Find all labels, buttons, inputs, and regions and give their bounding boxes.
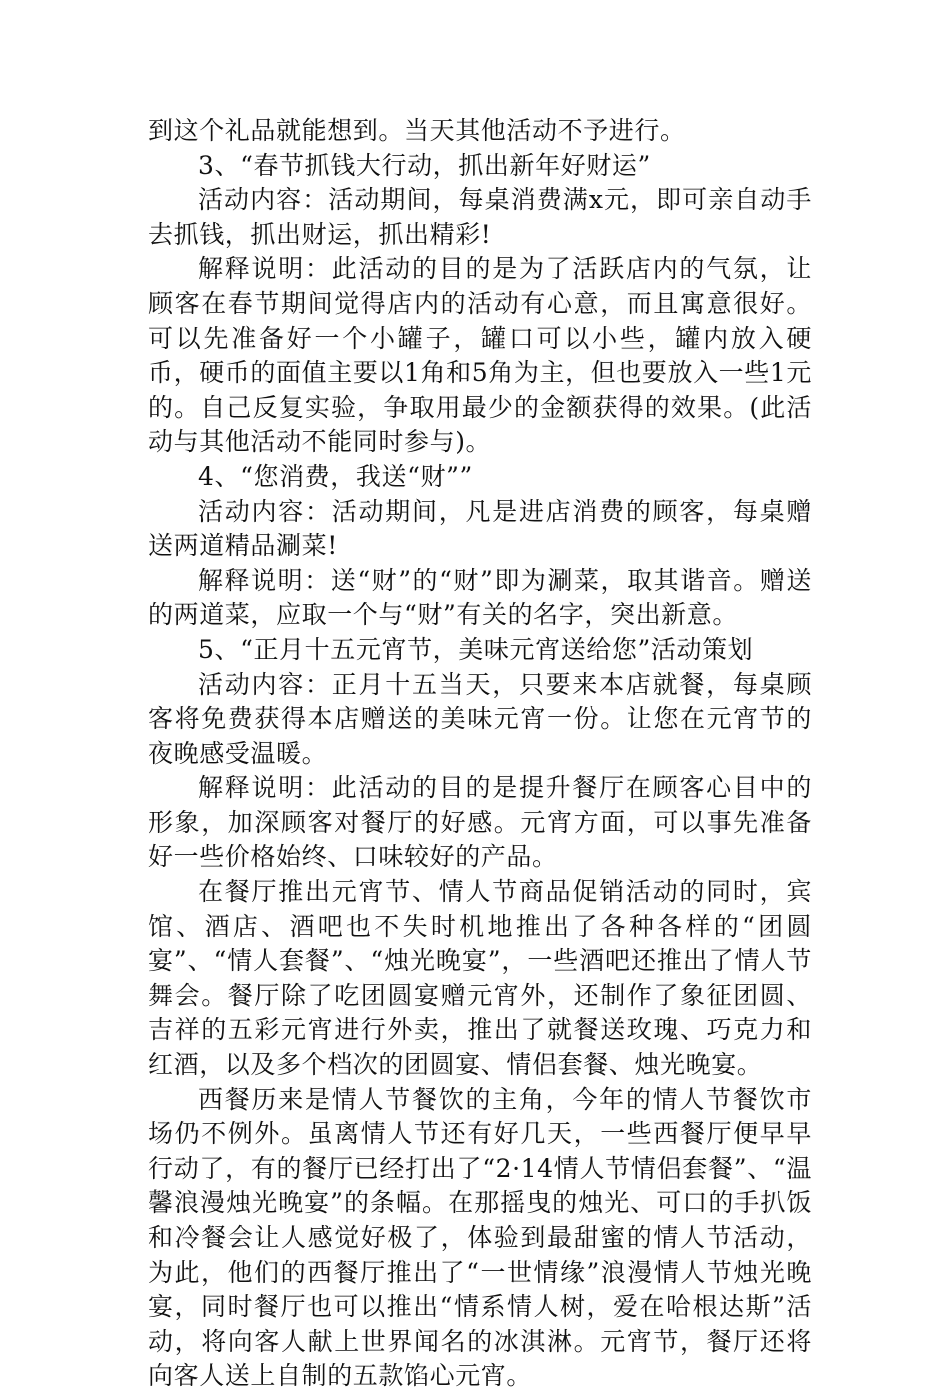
paragraph-activity-content-5: 活动内容：正月十五当天，只要来本店就餐，每桌顾客将免费获得本店赠送的美味元宵一份。让您在元宵节的夜晚感受温暖。 bbox=[148, 669, 812, 768]
section-heading-3: 3、“春节抓钱大行动，抓出新年好财运” bbox=[198, 150, 651, 180]
paragraph-activity-content-3: 活动内容：活动期间，每桌消费满x元，即可亲自动手去抓钱，抓出财运，抓出精彩! bbox=[148, 185, 812, 249]
paragraph-continuation: 到这个礼品就能想到。当天其他活动不予进行。 bbox=[148, 116, 686, 145]
paragraph-explanation-4: 解释说明：送“财”的“财”即为涮菜，取其谐音。赠送的两道菜，应取一个与“财”有关的名字，突出新意。 bbox=[148, 565, 812, 630]
paragraph-western-restaurants: 西餐历来是情人节餐饮的主角，今年的情人节餐饮市场仍不例外。虽离情人节还有好几天，一些西餐厅便早早行动了，有的餐厅已经打出了“2·14情人节情侣套餐”、“温馨浪漫烛光晚宴”的条幅。在那摇曳的烛光、可口的手扒饭和冷餐会让人感觉好极了，体验到最甜蜜的情人节活动，为此，他们的西餐厅推出了“一世情缘”浪漫情人节烛光晚宴，同时餐厅也可以推出“情系情人树，爱在哈根达斯”活动，将向客人献上世界闻名的冰淇淋。元宵节，餐厅还将向客人送上自制的五款馅心元宵。 bbox=[148, 1084, 812, 1391]
paragraph-restaurant-promotions: 在餐厅推出元宵节、情人节商品促销活动的同时，宾馆、酒店、酒吧也不失时机地推出了各种各样的“团圆宴”、“情人套餐”、“烛光晚宴”，一些酒吧还推出了情人节舞会。餐厅除了吃团圆宴赠元宵外，还制作了象征团圆、吉祥的五彩元宵进行外卖，推出了就餐送玫瑰、巧克力和红酒，以及多个档次的团圆宴、情侣套餐、烛光晚宴。 bbox=[148, 877, 812, 1080]
section-heading-5: 5、“正月十五元宵节，美味元宵送给您”活动策划 bbox=[198, 634, 754, 664]
section-heading-4: 4、“您消费，我送“财”” bbox=[198, 461, 473, 491]
paragraph-explanation-5: 解释说明：此活动的目的是提升餐厅在顾客心目中的形象，加深顾客对餐厅的好感。元宵方面，可以事先准备好一些价格始终、口味较好的产品。 bbox=[148, 773, 812, 872]
paragraph-activity-content-4: 活动内容：活动期间，凡是进店消费的顾客，每桌赠送两道精品涮菜! bbox=[148, 496, 812, 561]
document-page bbox=[148, 114, 812, 1394]
paragraph-explanation-3: 解释说明：此活动的目的是为了活跃店内的气氛，让顾客在春节期间觉得店内的活动有心意，而且寓意很好。可以先准备好一个小罐子，罐口可以小些，罐内放入硬币，硬币的面值主要以1角和5角为主，但也要放入一些1元的。自己反复实验，争取用最少的金额获得的效果。(此活动与其他活动不能同时参与)。 bbox=[148, 254, 812, 457]
